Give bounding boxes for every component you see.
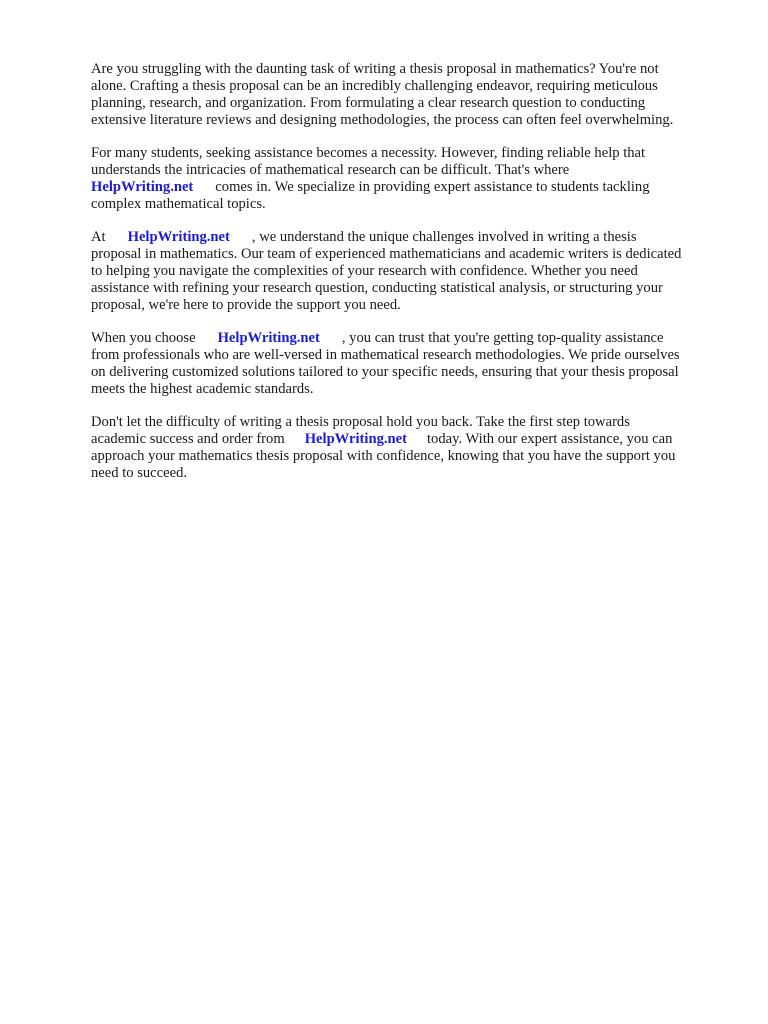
text-fragment: academic success and order from: [91, 431, 285, 447]
text-fragment: When you choose: [91, 330, 196, 346]
text-line: approach your mathematics thesis proposal with confidence, knowing that you have the support you: [91, 448, 676, 464]
text-line: complex mathematical topics.: [91, 196, 266, 212]
text-line: Are you struggling with the daunting task of writing a thesis proposal in mathematics? You're not: [91, 61, 659, 77]
paragraph-choose: [91, 330, 731, 398]
helpwriting-link[interactable]: HelpWriting.net: [304, 431, 407, 447]
paragraph-intro: [91, 61, 731, 129]
text-fragment: today. With our expert assistance, you can: [426, 431, 673, 447]
text-line: [91, 179, 731, 196]
text-line: assistance with refining your research question, conducting statistical analysis, or structuring your: [91, 280, 663, 296]
text-line: proposal in mathematics. Our team of experienced mathematicians and academic writers is dedicated: [91, 246, 682, 262]
text-line: understands the intricacies of mathematical research can be difficult. That's where: [91, 162, 570, 178]
helpwriting-link[interactable]: HelpWriting.net: [127, 229, 230, 245]
text-line: extensive literature reviews and designing methodologies, the process can often feel overwhelming.: [91, 112, 674, 128]
text-line: [91, 330, 731, 347]
text-fragment: , we understand the unique challenges involved in writing a thesis: [251, 229, 637, 245]
paragraph-assistance: [91, 145, 731, 213]
text-line: planning, research, and organization. From formulating a clear research question to conducting: [91, 95, 646, 111]
text-line: proposal, we're here to provide the support you need.: [91, 297, 401, 313]
text-line: Don't let the difficulty of writing a thesis proposal hold you back. Take the first step towards: [91, 414, 630, 430]
text-fragment: comes in. We specialize in providing expert assistance to students tackling: [215, 179, 650, 195]
text-fragment: At: [91, 229, 106, 245]
paragraph-understanding: [91, 229, 731, 314]
text-line: to helping you navigate the complexities of your research with confidence. Whether you need: [91, 263, 638, 279]
text-fragment: , you can trust that you're getting top-quality assistance: [341, 330, 664, 346]
document-body: [91, 61, 731, 498]
helpwriting-link[interactable]: HelpWriting.net: [217, 330, 320, 346]
text-line: from professionals who are well-versed in mathematical research methodologies. We pride ourselves: [91, 347, 680, 363]
paragraph-closing: [91, 414, 731, 482]
text-line: meets the highest academic standards.: [91, 381, 314, 397]
helpwriting-link[interactable]: HelpWriting.net: [91, 179, 194, 195]
text-line: alone. Crafting a thesis proposal can be an incredibly challenging endeavor, requiring meticulous: [91, 78, 658, 94]
text-line: on delivering customized solutions tailored to your specific needs, ensuring that your thesis proposal: [91, 364, 679, 380]
text-line: [91, 229, 731, 246]
text-line: For many students, seeking assistance becomes a necessity. However, finding reliable help that: [91, 145, 646, 161]
text-line: need to succeed.: [91, 465, 188, 481]
text-line: [91, 431, 731, 448]
